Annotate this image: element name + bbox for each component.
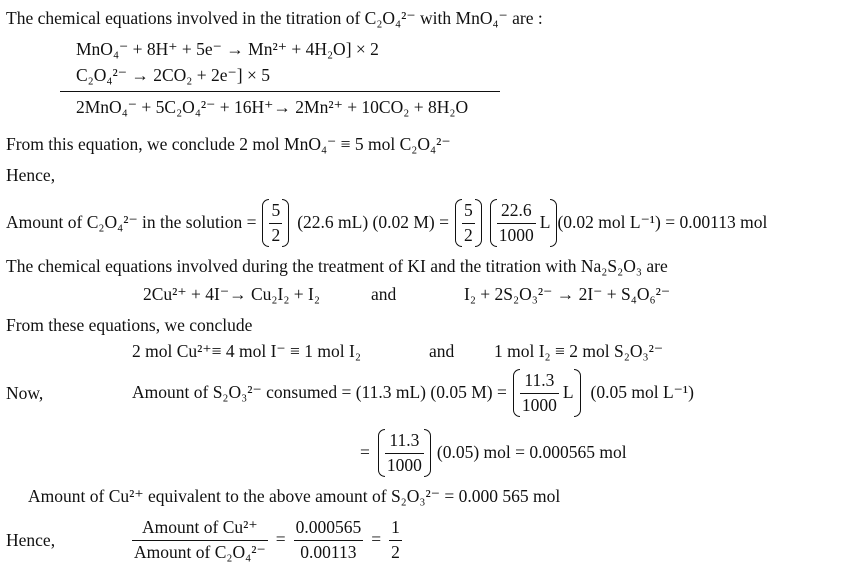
fraction-denominator: 2 [391, 541, 400, 562]
fraction-five-halves [262, 199, 289, 247]
equation-oxalate-oxidation: C₂O₄²⁻ → 2CO₂ + 2e⁻] × 5 [76, 65, 270, 85]
fraction-thiosulfate-volume-2 [378, 429, 431, 477]
equation-iodine-thiosulfate: I₂ + 2S₂O₃²⁻ → 2I⁻ + S₄O₆²⁻ [464, 284, 671, 304]
thiosulfate-result-line [360, 428, 627, 478]
fraction-denominator: 1000 [498, 224, 534, 245]
hence-label-2: Hence, [6, 530, 56, 550]
equals-sign-2: = [371, 529, 382, 550]
intro-line: The chemical equations involved in the titration of C₂O₄²⁻ with MnO₄⁻ are : [6, 8, 543, 28]
fraction-denominator: 2 [464, 224, 473, 245]
fraction-denominator: 1000 [386, 454, 422, 475]
hence-label: Hence, [6, 165, 56, 185]
fraction-numerator: 22.6 [500, 200, 532, 220]
fraction-volume-litres [490, 199, 558, 247]
equation-permanganate-reduction: MnO₄⁻ + 8H⁺ + 5e⁻ → Mn²⁺ + 4H₂O] × 2 [76, 39, 379, 59]
thiosulfate-amount-line [132, 368, 694, 418]
thiosulfate-amount-lead: Amount of S₂O₃²⁻ consumed = (11.3 mL) (0.05 M) = [132, 382, 507, 403]
fraction-numerator: Amount of Cu²⁺ [142, 517, 258, 537]
fraction-thiosulfate-volume [513, 369, 581, 417]
and-label-2: and [429, 341, 455, 361]
fraction-numerator: 1 [391, 517, 400, 537]
conclude-line: From these equations, we conclude [6, 315, 253, 335]
oxalate-amount-line [6, 198, 767, 248]
equation-copper-iodide: 2Cu²⁺ + 4I⁻→ Cu₂I₂ + I₂ [143, 284, 320, 304]
fraction-amount-ratio [132, 519, 268, 561]
copper-equivalent-line: Amount of Cu²⁺ equivalent to the above amount of S₂O₃²⁻ = 0.000 565 mol [28, 486, 561, 506]
fraction-numerator: 5 [464, 200, 473, 220]
oxalate-amount-lead: Amount of C₂O₄²⁻ in the solution = [6, 212, 257, 233]
fraction-denominator: 1000 [521, 394, 557, 415]
fraction-numerator: 11.3 [389, 430, 420, 450]
conclusion-line: From this equation, we conclude 2 mol MnO₄⁻ ≡ 5 mol C₂O₄²⁻ [6, 134, 451, 154]
fraction-denominator: Amount of C₂O₄²⁻ [134, 541, 266, 562]
and-label-1: and [371, 284, 397, 304]
fraction-five-halves-2 [455, 199, 482, 247]
equivalence-iodine-thiosulfate: 1 mol I₂ ≡ 2 mol S₂O₃²⁻ [494, 341, 664, 361]
thiosulfate-result: (0.05) mol = 0.000565 mol [436, 442, 627, 463]
volume-molarity-text: (22.6 mL) (0.02 M) = [297, 212, 449, 233]
unit-litre: L [562, 382, 574, 403]
equals-sign: = [360, 442, 370, 463]
unit-litre: L [539, 212, 551, 233]
equation-overall: 2MnO₄⁻ + 5C₂O₄²⁻ + 16H⁺→ 2Mn²⁺ + 10CO₂ + 8H₂O [76, 97, 469, 117]
fraction-numerator: 11.3 [524, 370, 555, 390]
fraction-numerator: 0.000565 [295, 517, 362, 537]
oxalate-amount-result: (0.02 mol L⁻¹) = 0.00113 mol [557, 212, 768, 233]
fraction-denominator: 2 [271, 224, 281, 245]
fraction-denominator: 0.00113 [294, 540, 364, 562]
now-label: Now, [6, 383, 44, 403]
equals-sign: = [275, 529, 286, 550]
thiosulfate-molarity: (0.05 mol L⁻¹) [590, 382, 694, 403]
fraction-one-half [389, 519, 402, 561]
ki-treatment-line: The chemical equations involved during the treatment of KI and the titration with Na₂S₂O₃ are [6, 256, 668, 276]
equivalence-copper-iodine: 2 mol Cu²⁺≡ 4 mol I⁻ ≡ 1 mol I₂ [132, 341, 361, 361]
equation-sum-rule [60, 91, 500, 92]
fraction-amount-values [294, 519, 364, 561]
ratio-line [132, 515, 402, 565]
fraction-numerator: 5 [271, 200, 281, 220]
